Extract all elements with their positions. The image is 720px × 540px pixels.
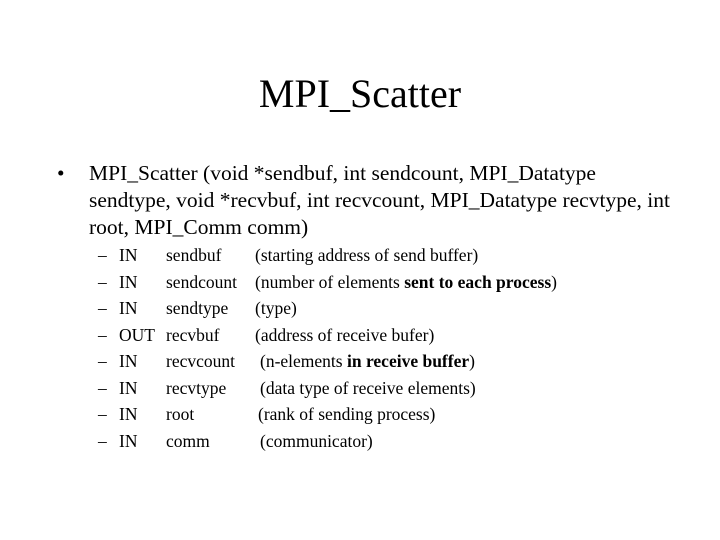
dash-marker: – <box>98 324 107 345</box>
param-direction: IN <box>119 298 138 318</box>
desc-text: ) <box>469 351 475 371</box>
function-signature: MPI_Scatter (void *sendbuf, int sendcount, MPI_Datatype sendtype, void *recvbuf, int recvcount, MPI_Datatype recvtype, int root, MPI_Comm comm) <box>89 161 670 239</box>
dash-marker: – <box>98 298 107 318</box>
dash-marker: – <box>98 271 107 292</box>
desc-text: (n-elements <box>260 351 347 371</box>
desc-text: ) <box>551 271 557 292</box>
dash-marker: – <box>98 430 107 451</box>
desc-bold-text: sent to each process <box>404 271 552 292</box>
param-description: (data type of receive elements) <box>260 377 476 398</box>
bullet-marker: • <box>57 161 65 185</box>
param-name: sendcount <box>166 271 237 292</box>
param-description <box>260 348 475 375</box>
dash-marker: – <box>98 404 107 424</box>
param-name: root <box>166 404 195 424</box>
param-direction: IN <box>119 430 138 451</box>
dash-marker: – <box>98 377 107 398</box>
dash-marker: – <box>98 351 107 371</box>
param-name: recvtype <box>166 377 227 398</box>
param-direction: IN <box>119 245 138 265</box>
param-direction: IN <box>119 351 138 371</box>
param-direction: IN <box>119 404 138 424</box>
desc-bold-text: in receive buffer <box>346 351 470 371</box>
param-description: (rank of sending process) <box>258 404 436 424</box>
param-name: recvcount <box>166 351 235 371</box>
desc-text: (number of elements <box>255 271 405 292</box>
dash-marker: – <box>98 245 107 265</box>
param-description: (address of receive bufer) <box>255 324 435 345</box>
param-name: sendbuf <box>166 245 222 265</box>
param-direction: IN <box>119 271 138 292</box>
param-description: (type) <box>255 298 297 318</box>
param-name: recvbuf <box>166 324 220 345</box>
slide-title: MPI_Scatter <box>258 71 462 116</box>
param-direction: OUT <box>119 324 155 345</box>
param-direction: IN <box>119 377 138 398</box>
param-name: comm <box>166 430 210 451</box>
param-description: (communicator) <box>260 430 373 451</box>
param-name: sendtype <box>166 298 229 318</box>
param-description <box>255 269 557 296</box>
param-description: (starting address of send buffer) <box>255 245 479 265</box>
